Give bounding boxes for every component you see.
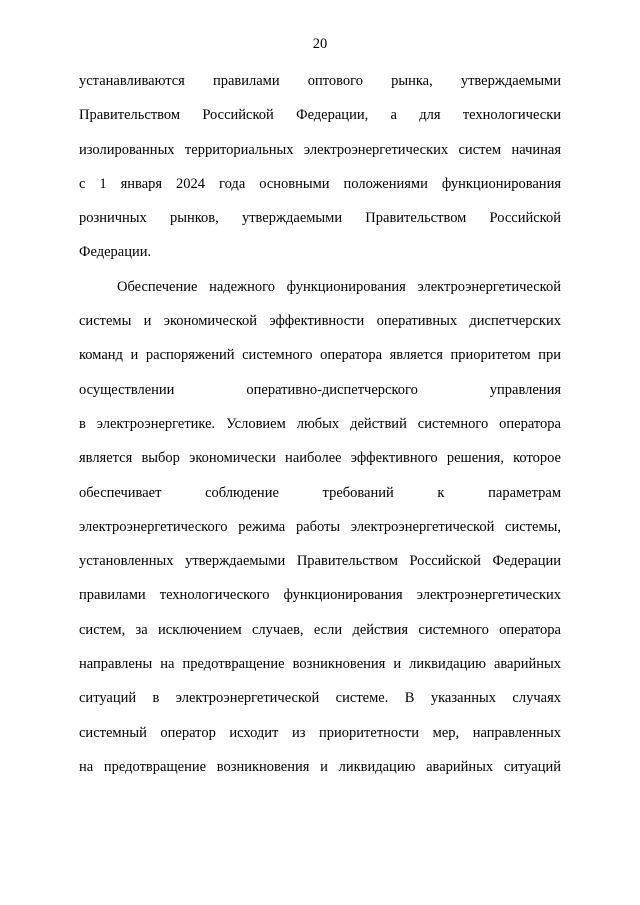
text-line: Правительством Российской Федерации, а для технологически <box>79 107 561 124</box>
document-body <box>79 70 561 790</box>
text-line: с 1 января 2024 года основными положениями функционирования <box>79 175 561 192</box>
text-line: осуществлении оперативно-диспетчерского управления <box>79 381 561 398</box>
text-line: является выбор экономически наиболее эффективного решения, которое <box>79 450 561 467</box>
text-line: Обеспечение надежного функционирования электроэнергетической <box>117 278 561 295</box>
text-line: ситуаций в электроэнергетической системе. В указанных случаях <box>79 690 561 707</box>
paragraph-2 <box>79 276 561 790</box>
text-line: системный оператор исходит из приоритетности мер, направленных <box>79 724 561 741</box>
page-number: 20 <box>312 36 328 52</box>
text-line: установленных утверждаемыми Правительством Российской Федерации <box>79 553 561 570</box>
paragraph-1 <box>79 70 561 276</box>
text-line: изолированных территориальных электроэнергетических систем начиная <box>79 141 561 158</box>
text-line: электроэнергетического режима работы электроэнергетической системы, <box>79 518 561 535</box>
text-line: направлены на предотвращение возникновения и ликвидацию аварийных <box>79 656 561 673</box>
text-line: систем, за исключением случаев, если действия системного оператора <box>79 621 561 638</box>
text-line: в электроэнергетике. Условием любых действий системного оператора <box>79 415 561 432</box>
text-line: розничных рынков, утверждаемыми Правительством Российской <box>79 210 561 227</box>
text-line: Федерации. <box>79 244 152 261</box>
text-line: на предотвращение возникновения и ликвидацию аварийных ситуаций <box>79 758 561 775</box>
text-line: системы и экономической эффективности оперативных диспетчерских <box>79 313 561 330</box>
text-line: команд и распоряжений системного оператора является приоритетом при <box>79 347 561 364</box>
text-line: правилами технологического функционирования электроэнергетических <box>79 587 561 604</box>
text-line: устанавливаются правилами оптового рынка, утверждаемыми <box>79 73 561 89</box>
text-line: обеспечивает соблюдение требований к параметрам <box>79 484 561 501</box>
